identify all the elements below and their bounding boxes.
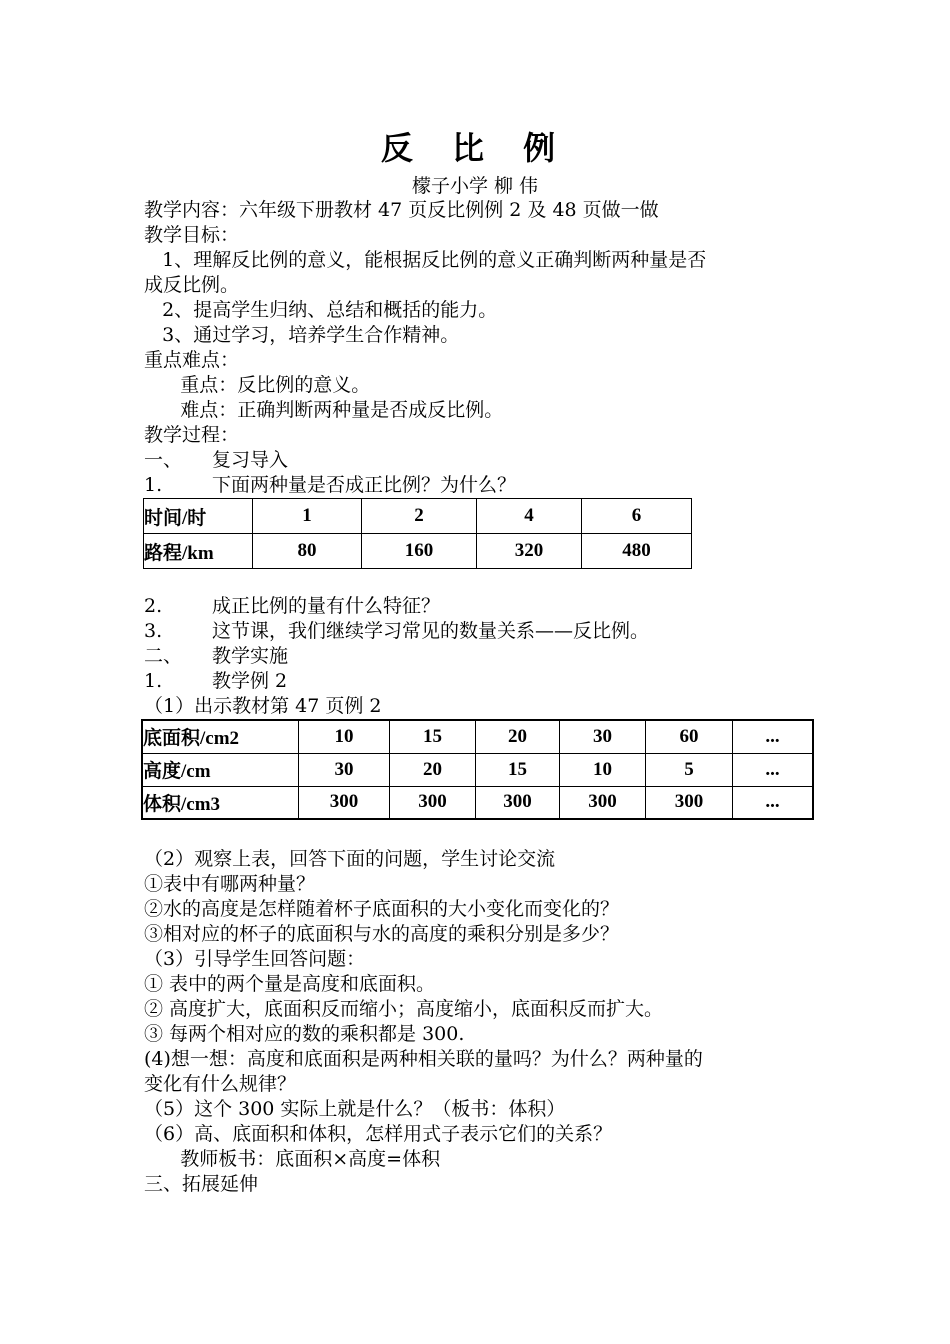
step-6-line: （6）高、底面积和体积，怎样用式子表示它们的关系？ (144, 1123, 613, 1145)
table-cell: 60 (646, 720, 733, 753)
difficulty-line: 难点：正确判断两种量是否成反比例。 (144, 399, 504, 421)
item-1-3-number: 3. (144, 620, 163, 642)
answer-3-line: ③ 每两个相对应的数的乘积都是 300. (144, 1023, 465, 1045)
section-3-heading: 三、拓展延伸 (144, 1173, 259, 1195)
objective-2-line: 2、提高学生归纳、总结和概括的能力。 (144, 299, 498, 321)
table-row (142, 753, 813, 786)
section-2-heading (144, 644, 288, 669)
table-row (142, 720, 813, 753)
process-heading: 教学过程： (144, 424, 240, 446)
table-cell: 30 (560, 720, 646, 753)
table-cell: 10 (299, 720, 390, 753)
table-cell: ... (733, 753, 814, 786)
answer-2-line: ② 高度扩大，底面积反而缩小；高度缩小，底面积反而扩大。 (144, 998, 664, 1020)
table-cell: 320 (477, 534, 582, 569)
objective-1-line: 1、理解反比例的意义，能根据反比例的意义正确判断两种量是否 (144, 249, 707, 271)
item-1-3-text: 这节课，我们继续学习常见的数量关系——反比例。 (212, 620, 650, 642)
step-1-line: （1）出示教材第 47 页例 2 (144, 695, 382, 717)
table-row (144, 499, 692, 534)
table-cell: 底面积/cm2 (142, 720, 299, 753)
item-1-2-number: 2. (144, 595, 163, 617)
table-cell: 300 (476, 786, 560, 819)
step-5-line: （5）这个 300 实际上就是什么？（板书：体积） (144, 1098, 566, 1120)
item-1-1 (144, 473, 516, 498)
step-4-cont: 变化有什么规律？ (144, 1073, 297, 1095)
objective-3-line: 3、通过学习，培养学生合作精神。 (144, 324, 460, 346)
table-cell: 15 (476, 753, 560, 786)
section-1-number: 一、 (144, 449, 183, 471)
table-cell: 路程/km (144, 534, 253, 569)
table-cell: 高度/cm (142, 753, 299, 786)
item-1-3 (144, 619, 649, 644)
item-1-2 (144, 594, 440, 619)
table-cell: ... (733, 720, 814, 753)
question-1-line: ①表中有哪两种量？ (144, 873, 316, 895)
table-cell: 300 (390, 786, 476, 819)
table-cell: 30 (299, 753, 390, 786)
board-writing-line: 教师板书：底面积×高度=体积 (144, 1148, 441, 1170)
page-title: 反 比 例 (380, 129, 570, 167)
section-1-heading (144, 448, 288, 473)
table-cell: 1 (253, 499, 362, 534)
step-3-line: （3）引导学生回答问题： (144, 948, 366, 970)
step-2-line: （2）观察上表，回答下面的问题，学生讨论交流 (144, 848, 556, 870)
table-cell: 300 (646, 786, 733, 819)
table-cell: 时间/时 (144, 499, 253, 534)
table-cell: 4 (477, 499, 582, 534)
item-2-1-number: 1. (144, 670, 163, 692)
question-3-line: ③相对应的杯子的底面积与水的高度的乘积分别是多少？ (144, 923, 620, 945)
area-height-volume-table (141, 719, 814, 820)
table-cell: 80 (253, 534, 362, 569)
item-2-1 (144, 669, 287, 694)
table-cell: ... (733, 786, 814, 819)
table-cell: 10 (560, 753, 646, 786)
item-1-1-number: 1. (144, 474, 163, 496)
table-row (144, 534, 692, 569)
table-cell: 5 (646, 753, 733, 786)
teaching-content-line: 教学内容：六年级下册教材 47 页反比例例 2 及 48 页做一做 (144, 199, 659, 221)
author-line: 檬子小学 柳 伟 (411, 175, 539, 197)
table-cell: 480 (582, 534, 692, 569)
table-cell: 20 (390, 753, 476, 786)
time-distance-table (143, 498, 692, 569)
table-cell: 300 (299, 786, 390, 819)
objectives-heading: 教学目标： (144, 224, 240, 246)
key-points-heading: 重点难点： (144, 349, 240, 371)
section-2-number: 二、 (144, 645, 183, 667)
step-4-line: (4)想一想：高度和底面积是两种相关联的量吗？为什么？两种量的 (144, 1048, 703, 1070)
section-1-text: 复习导入 (212, 449, 289, 471)
objective-1-cont: 成反比例。 (144, 274, 240, 296)
table-row (142, 786, 813, 819)
table-cell: 160 (362, 534, 477, 569)
item-1-2-text: 成正比例的量有什么特征？ (212, 595, 441, 617)
answer-1-line: ① 表中的两个量是高度和底面积。 (144, 973, 436, 995)
item-2-1-text: 教学例 2 (212, 670, 288, 692)
section-2-text: 教学实施 (212, 645, 289, 667)
question-2-line: ②水的高度是怎样随着杯子底面积的大小变化而变化的？ (144, 898, 620, 920)
table-cell: 2 (362, 499, 477, 534)
table-cell: 15 (390, 720, 476, 753)
table-cell: 体积/cm3 (142, 786, 299, 819)
key-point-line: 重点：反比例的意义。 (144, 374, 371, 396)
table-cell: 20 (476, 720, 560, 753)
item-1-1-text: 下面两种量是否成正比例？为什么？ (212, 474, 517, 496)
table-cell: 6 (582, 499, 692, 534)
table-cell: 300 (560, 786, 646, 819)
